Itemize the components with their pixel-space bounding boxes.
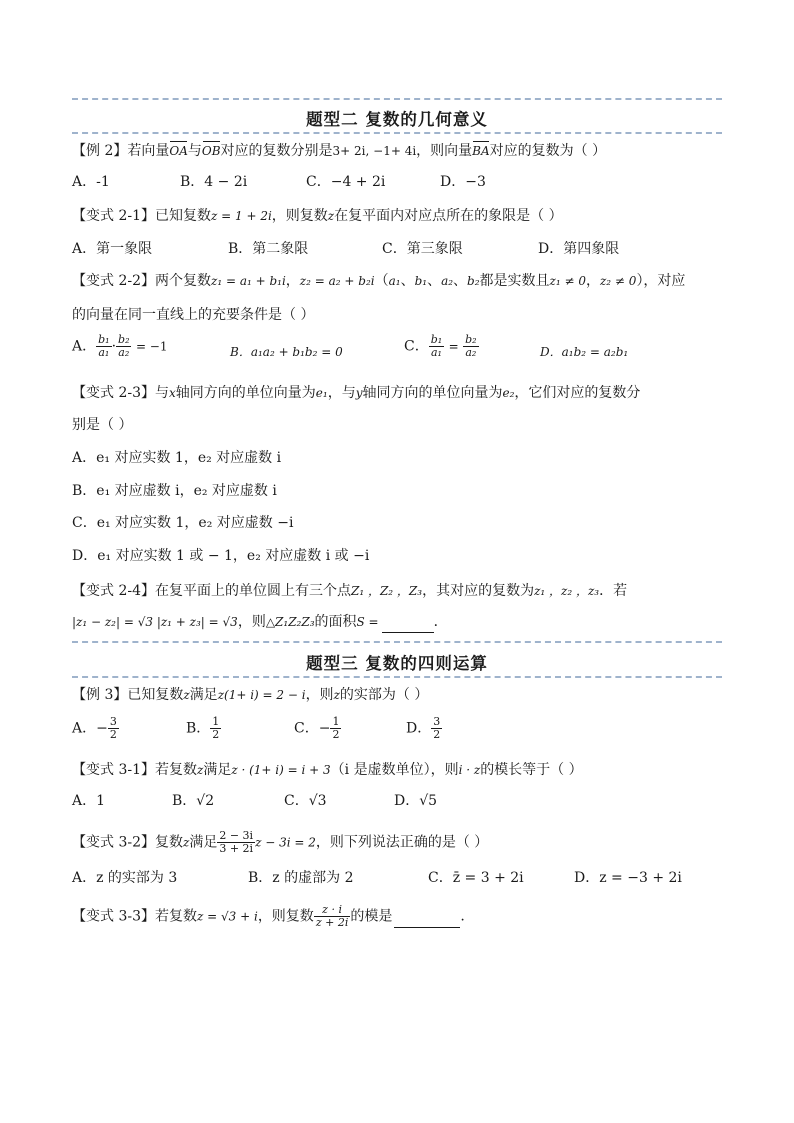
- option-d: D．√5: [394, 793, 438, 809]
- option-a: A．e₁ 对应实数 1，e₂ 对应虚数 i: [72, 450, 282, 466]
- option-d: D．第四象限: [538, 241, 620, 257]
- variant-label: 【变式 2-1】: [72, 208, 155, 224]
- fraction: $\frac{3}{2}$: [433, 715, 441, 741]
- variant-label: 【变式 2-2】: [72, 273, 155, 289]
- equation: z(1+ i) = 2 − i: [217, 688, 306, 702]
- example-2-question: 【例 2】若向量OA与OB对应的复数分别是3+ 2i, −1+ 4i，则向量BA对应的复数为（ ）: [72, 143, 607, 159]
- option-b: B．第二象限: [228, 241, 309, 257]
- section-divider-top: [72, 98, 722, 100]
- option-c: C． $\frac{\text{b₁}}{\text{a₁}}$ = $\frac{\text{b₂}}{\text{a₂}}$: [404, 333, 477, 359]
- option-a: A．第一象限: [72, 241, 153, 257]
- option-a: A．z 的实部为 3: [72, 870, 178, 886]
- equation: z · (1+ i) = i + 3: [231, 763, 331, 777]
- answer-blank: [382, 612, 434, 633]
- fraction: $\frac{z \cdot i}{z + 2i}$: [315, 903, 349, 929]
- option-b: B．a₁a₂ + b₁b₂ = 0: [230, 345, 343, 359]
- fraction: $\frac{\text{b₁}}{\text{a₁}}$: [430, 333, 443, 359]
- variant-label: 【变式 3-2】: [72, 834, 155, 851]
- fraction: $\frac{\text{b₂}}{\text{a₂}}$: [465, 333, 477, 359]
- option-b: B．e₁ 对应虚数 i，e₂ 对应虚数 i: [72, 483, 277, 499]
- option-d: D．a₁b₂ = a₂b₁: [540, 345, 629, 359]
- vector-ba: BA: [472, 141, 489, 161]
- variant-2-3-question-cont: 别是（ ）: [72, 417, 133, 433]
- variant-2-2-question-cont: 的向量在同一直线上的充要条件是（ ）: [72, 307, 315, 323]
- complex-values: 3+ 2i, −1+ 4i: [332, 144, 417, 158]
- option-b: B． $\frac{1}{2}$: [186, 715, 220, 741]
- variant-label: 【变式 3-3】: [72, 908, 155, 925]
- example-label: 【例 3】: [72, 687, 128, 703]
- section-divider-top: [72, 641, 722, 643]
- variant-label: 【变式 3-1】: [72, 762, 155, 778]
- fraction: $\frac{\text{b₂}}{\text{a₂}}$: [118, 333, 130, 359]
- equation: z = 1 + 2i: [211, 209, 272, 223]
- option-a: A．− $\frac{3}{2}$: [72, 715, 117, 741]
- fraction: $\frac{1}{2}$: [332, 715, 340, 741]
- option-c: C．z̄ = 3 + 2i: [428, 870, 524, 886]
- option-c: C．e₁ 对应实数 1，e₂ 对应虚数 −i: [72, 515, 294, 531]
- option-a: A． $\frac{\text{b₁}}{\text{a₁}}$ · $\frac{\text{b₂}}{\text{a₂}}$ = −1: [72, 333, 168, 359]
- variant-2-2-question: 【变式 2-2】两个复数z₁ = a₁ + b₁i，z₂ = a₂ + b₂i（a₁、b₁、a₂、b₂都是实数且z₁ ≠ 0，z₂ ≠ 0），对应: [72, 273, 686, 289]
- option-b: B．4 − 2i: [180, 174, 248, 190]
- option-b: B．√2: [172, 793, 215, 809]
- vector-ob: OB: [202, 141, 221, 161]
- option-d: D．z = −3 + 2i: [574, 870, 682, 886]
- option-b: B．z 的虚部为 2: [248, 870, 354, 886]
- variant-2-1-question: 【变式 2-1】已知复数z = 1 + 2i，则复数z在复平面内对应点所在的象限是（ ）: [72, 208, 563, 224]
- section-title-2: 题型二 复数的几何意义: [306, 110, 488, 129]
- section-divider-bottom: [72, 676, 722, 678]
- fraction: $\frac{1}{2}$: [212, 715, 220, 741]
- variant-3-3-question: 【变式 3-3】若复数z = √3 + i，则复数 $\frac{z \cdot i}{z + 2i}$ 的模是 .: [72, 903, 465, 929]
- example-3-question: 【例 3】已知复数z满足z(1+ i) = 2 − i，则z的实部为（ ）: [72, 687, 429, 703]
- option-d: D．e₁ 对应实数 1 或 − 1，e₂ 对应虚数 i 或 −i: [72, 548, 370, 564]
- variant-2-4-question-cont: |z₁ − z₂| = √3 |z₁ + z₃| = √3，则△Z₁Z₂Z₃的面积S = ．: [72, 612, 732, 633]
- answer-blank: [394, 907, 460, 928]
- option-c: C．第三象限: [382, 241, 463, 257]
- option-d: D．−3: [440, 174, 486, 190]
- option-c: C．√3: [284, 793, 327, 809]
- vector-oa: OA: [169, 141, 188, 161]
- option-d: D． $\frac{3}{2}$: [406, 715, 441, 741]
- fraction: $\frac{2 - 3i}{3 + 2i}$: [219, 829, 254, 855]
- equation: z = √3 + i: [197, 909, 258, 924]
- variant-2-4-question: 【变式 2-4】在复平面上的单位圆上有三个点Z₁ ，Z₂ ，Z₃，其对应的复数为z₁ ，z₂ ，z₃．若: [72, 583, 628, 599]
- option-a: A．1: [72, 793, 106, 809]
- equation: z − 3i = 2: [255, 835, 316, 850]
- variant-3-1-question: 【变式 3-1】若复数z满足z · (1+ i) = i + 3（i 是虚数单位），则i · z的模长等于（ ）: [72, 762, 583, 778]
- option-a: A．-1: [72, 174, 110, 190]
- section-divider-bottom: [72, 132, 722, 134]
- fraction: $\frac{3}{2}$: [109, 715, 117, 741]
- section-title-3: 题型三 复数的四则运算: [306, 654, 488, 673]
- fraction: $\frac{\text{b₁}}{\text{a₁}}$: [98, 333, 110, 359]
- variant-label: 【变式 2-4】: [72, 583, 155, 599]
- option-c: C．−4 + 2i: [306, 174, 386, 190]
- variant-label: 【变式 2-3】: [72, 385, 155, 401]
- variant-2-3-question: 【变式 2-3】与x轴同方向的单位向量为e₁，与y轴同方向的单位向量为e₂，它们对应的复数分: [72, 385, 641, 401]
- equation: |z₁ − z₂| = √3 |z₁ + z₃| = √3: [72, 615, 238, 629]
- variant-3-2-question: 【变式 3-2】复数z满足 $\frac{2 - 3i}{3 + 2i}$ z − 3i = 2，则下列说法正确的是（ ）: [72, 829, 489, 855]
- example-label: 【例 2】: [72, 143, 128, 159]
- option-c: C．− $\frac{1}{2}$: [294, 715, 340, 741]
